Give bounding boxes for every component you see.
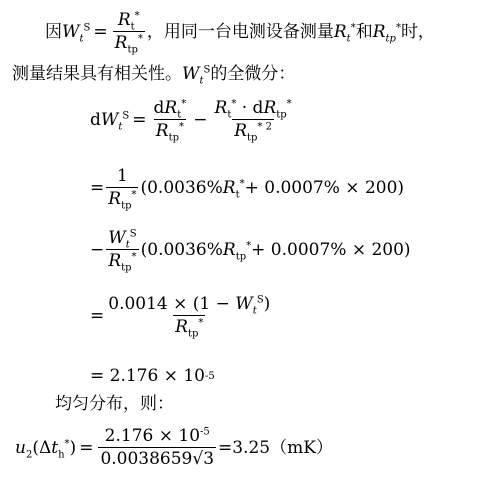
line-term-2 <box>90 228 411 274</box>
symbol-ws: $W_t^S$ <box>182 64 211 87</box>
line-definition <box>45 10 435 56</box>
line-uniform <box>55 396 174 413</box>
line-dws <box>90 98 296 144</box>
symbol-rt-star: $R_t^*$ <box>222 177 245 200</box>
text-yin: 因 <box>45 21 62 42</box>
fraction-drt-rtp: $\frac{dR_t^*}{R_{tp}^*}$ <box>153 98 187 144</box>
text-paren-tail: + 0.0007% × 200) <box>244 177 405 198</box>
minus-sign: − <box>193 109 208 130</box>
num-text: 2.176 × 10 <box>104 426 201 446</box>
text-and: 和 <box>355 21 373 42</box>
numerator-text: 0.0014 × (1 − <box>108 294 236 314</box>
equals-sign: = <box>132 109 147 130</box>
minus-sign: − <box>90 239 105 260</box>
equals-sign: = <box>93 21 108 42</box>
symbol-rtp-star: $R_{tp}^*$ <box>372 21 401 44</box>
symbol-u2: $u_2$ <box>15 437 33 460</box>
fraction-uncertainty <box>98 428 216 468</box>
line-value: = 2.176 × 10 -5 <box>90 366 215 386</box>
line-simplified <box>90 294 274 340</box>
symbol-dws: $dW_t^S$ <box>90 109 130 132</box>
text-paren-open: (0.0036% <box>140 177 223 198</box>
result-text: =3.25（mK） <box>218 437 333 458</box>
fraction-w-rtp: $\frac{W_t^S}{R_{tp}^*}$ <box>108 228 137 274</box>
line-uncertainty <box>15 428 333 468</box>
symbol-rt-star: $R_t^*$ <box>333 21 356 44</box>
text-time: 时， <box>400 21 435 42</box>
symbol-ws: $W_t^S$ <box>62 21 91 44</box>
equals-sign: = <box>90 305 105 326</box>
text-uniform-distribution: 均匀分布，则： <box>55 394 174 414</box>
fraction-rt-drtp: $\frac{R_t^* \cdot dR_{tp}^*}{R_{tp}^{* 2}}$ <box>214 98 292 144</box>
fraction-simplified: $\frac{0.0014 \times (1 - W_t^S)}{R_{tp}^*}$ <box>108 294 271 340</box>
equals-sign: = <box>79 437 94 458</box>
symbol-rtp-star: $R_{tp}^*$ <box>222 239 252 262</box>
text-measure-same-device: ，用同一台电测设备测量 <box>146 21 334 42</box>
line-correlation <box>12 64 296 87</box>
text-paren-tail: + 0.0007% × 200) <box>251 239 411 260</box>
den-text: 0.0038659√3 <box>100 449 215 469</box>
line-term-1 <box>90 166 405 212</box>
fraction-rt-rtp: $\frac{R_t^*}{R_{tp}^*}$ <box>114 10 143 56</box>
symbol-ws: $W_t^S$ <box>235 294 264 317</box>
symbol-delta-th: $(\Delta t_h^*)$ <box>32 437 77 460</box>
text-total-differential: 的全微分： <box>210 64 296 84</box>
fraction-1-rtp: $\frac{1}{R_{tp}^*}$ <box>108 166 137 212</box>
text-correlation: 测量结果具有相关性。 <box>12 64 182 84</box>
text-paren-open: (0.0036% <box>140 239 223 260</box>
equals-sign: = <box>90 177 105 198</box>
num-exponent: -5 <box>200 426 210 438</box>
value-text: = 2.176 × 10 <box>90 366 205 386</box>
close-paren: ) <box>263 294 271 314</box>
